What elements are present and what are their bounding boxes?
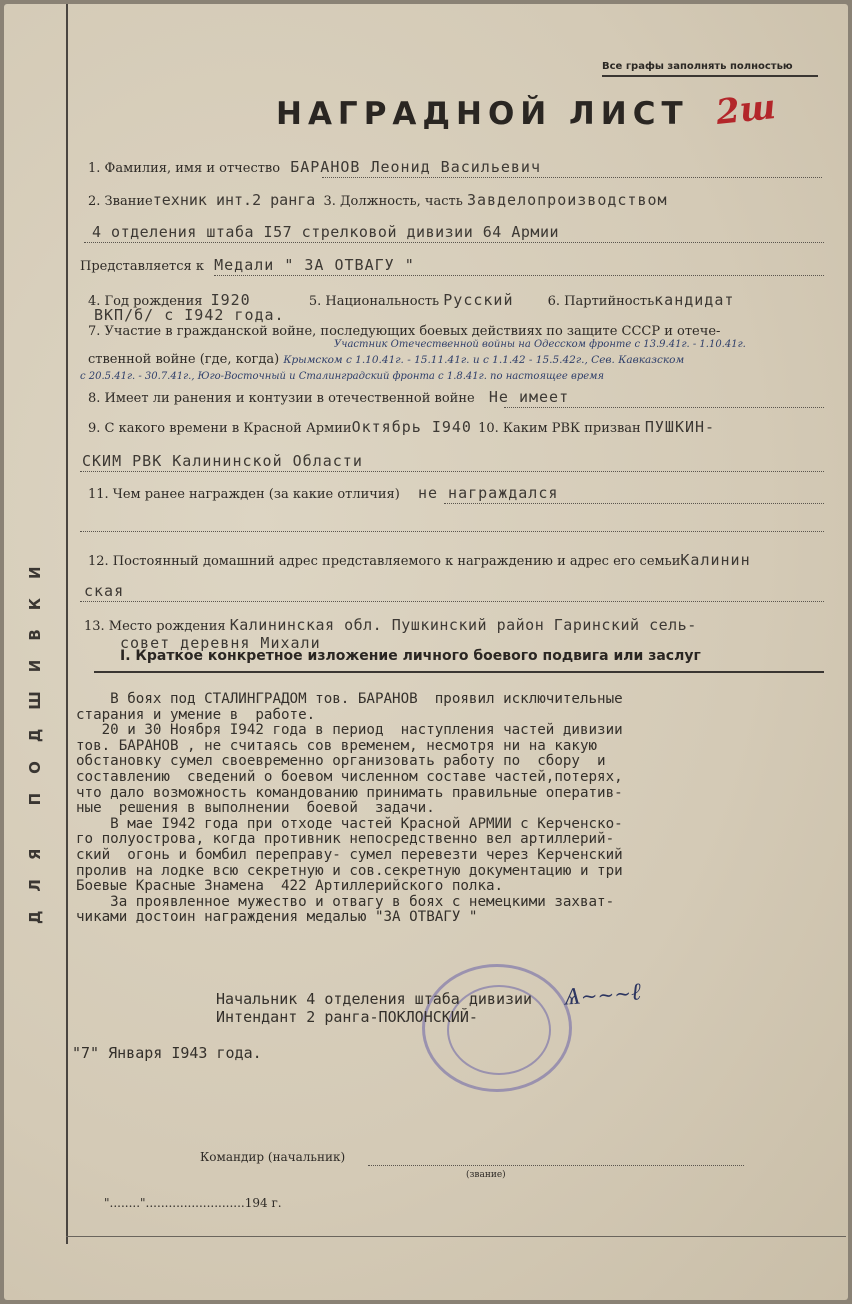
presented-label: Представляется к — [80, 259, 204, 274]
field-12-row — [88, 551, 751, 569]
position-value: Завделопроизводством — [466, 191, 668, 209]
fill-all-fields-note: Все графы заполнять полностью — [602, 61, 793, 72]
party-value: кандидат — [654, 291, 735, 309]
binding-margin-label: ДЛЯ ПОДШИВКИ — [26, 547, 44, 924]
section-heading: I. Краткое конкретное изложение личного боевого подвига или заслуг — [120, 648, 701, 664]
field-6-label: 6. Партийность — [547, 294, 655, 309]
field-10-continuation — [82, 452, 363, 470]
army-since-value: Октябрь I940 — [351, 418, 472, 436]
address-value-cont: ская — [84, 582, 125, 600]
field-8-row — [88, 388, 569, 406]
field-10-label: 10. Каким РВК призван — [478, 421, 641, 436]
binding-margin-rule — [66, 4, 68, 1244]
commander-row — [200, 1150, 345, 1165]
field-3-line — [84, 242, 824, 243]
field-1-label: 1. Фамилия, имя и отчество — [88, 161, 281, 176]
feat-description: В боях под СТАЛИНГРАДОМ тов. БАРАНОВ проявил исключительные старания и умение в работе. 20 и 30 Ноября I942 года в период наступления частей дивизии тов. БАРАНОВ , не считаясь сов временем, несмотря ни на какую обстановку сумел своевременно организовать работу по сбору и составлению сведений о боевом численном составе частей,потерях, что дало возможность командованию принимать правильные оператив- ные решения в выполнении боевой задачи. В мае I942 года при отходе частей Красной АРМИИ с Керченско- го полуострова, когда противник непосредственно вел артиллерий- ский огонь и бомбил переправу- сумел перевезти через Керченский пролив на лодке всю секретную и сов.секретную документацию и три Боевые Красные Знамена 422 Артиллерийского полка. За проявленное мужество и отвагу в боях с немецкими захват- чиками достоин награждения медалью "ЗА ОТВАГУ " — [76, 691, 623, 926]
field-5-label: 5. Национальность — [308, 294, 440, 309]
war-participation-line-3: с 20.5.41г. - 30.7.41г., Юго-Восточный и Сталинградский фронта с 1.8.41г. по настоящее время — [80, 371, 605, 382]
rank-value: техник инт.2 ранга — [152, 191, 316, 209]
field-9-label: 9. С какого времени в Красной Армии — [88, 421, 352, 436]
rank-caption-row — [466, 1166, 506, 1181]
field-2-3-row — [88, 191, 668, 209]
field-13-label: 13. Место рождения — [84, 619, 226, 634]
field-7-label: 7. Участие в гражданской войне, последующих боевых действиях по защите СССР и отече- — [88, 324, 721, 339]
birthplace-value-cont: совет деревня Михали — [120, 634, 321, 652]
field-12-label: 12. Постоянный домашний адрес представляемого к награждению и адрес его семьи — [88, 554, 681, 569]
red-handwritten-number: 2ш — [714, 86, 778, 134]
round-seal-stamp — [422, 964, 572, 1092]
previous-awards-value: не награждался — [417, 484, 559, 502]
field-7-row-2 — [88, 352, 684, 367]
field-3-label: 3. Должность, часть — [323, 194, 463, 209]
note-underline — [602, 75, 818, 77]
document-date: "7" Января I943 года. — [72, 1044, 262, 1062]
presented-line — [214, 275, 824, 276]
field-8-line — [504, 407, 824, 408]
war-participation-line-2: Крымском с 1.10.41г. - 15.11.41г. и с 1.1.42 - 15.5.42г., Сев. Кавказском — [283, 354, 685, 366]
footer-date-line: "........"..........................194 г. — [104, 1196, 282, 1210]
field-6-continuation — [94, 306, 285, 324]
party-value-cont: ВКП/б/ с I942 года. — [94, 306, 285, 324]
handwritten-signature: Ѧ~~~ℓ — [563, 977, 642, 1011]
position-value-cont: 4 отделения штаба I57 стрелковой дивизии 64 Армии — [92, 223, 560, 241]
birth-year-value: I920 — [210, 291, 251, 309]
field-4-label: 4. Год рождения — [88, 294, 203, 309]
field-8-label: 8. Имеет ли ранения и контузии в отечественной войне — [88, 391, 475, 406]
signer-name-line: Интендант 2 ранга-ПОКЛОНСКИЙ- — [216, 1008, 478, 1026]
field-11-row — [88, 484, 558, 502]
signer-title-line: Начальник 4 отделения штаба дивизии — [216, 990, 533, 1008]
field-10-line — [80, 471, 824, 472]
section-rule — [94, 671, 824, 673]
commander-label: Командир (начальник) — [200, 1150, 346, 1164]
field-2-label: 2. Звание — [88, 194, 153, 209]
field-11-line — [444, 503, 824, 504]
field-1-line — [322, 177, 822, 178]
nationality-value: Русский — [443, 291, 514, 309]
field-9-10-row — [88, 418, 715, 436]
war-participation-line-1: Участник Отечественной войны на Одесском фронте с 13.9.41г. - 1.10.41г. — [334, 339, 746, 350]
field-7-hand-1 — [334, 336, 746, 351]
award-sheet — [4, 4, 848, 1300]
field-13-row — [84, 616, 697, 634]
commander-line — [368, 1165, 744, 1166]
wounds-value: Не имеет — [488, 388, 570, 406]
field-7-hand-3 — [80, 368, 604, 383]
field-3-continuation — [92, 223, 559, 241]
award-value: Медали " ЗА ОТВАГУ " — [214, 256, 415, 274]
field-1-row — [88, 158, 541, 176]
field-12-line — [80, 601, 824, 602]
footer-date-row — [104, 1196, 282, 1211]
rank-caption: (звание) — [466, 1170, 506, 1180]
page-title: НАГРАДНОЙ ЛИСТ — [276, 96, 689, 132]
address-value: Калинин — [680, 551, 751, 569]
field-7-label-2: ственной войне (где, когда) — [88, 352, 280, 367]
field-12-continuation — [84, 582, 124, 600]
field-11-label: 11. Чем ранее награжден (за какие отличия) — [88, 487, 400, 502]
rvk-value-cont: СКИМ РВК Калининской Области — [82, 452, 363, 470]
field-11-line-2 — [80, 531, 824, 532]
full-name-value: БАРАНОВ Леонид Васильевич — [290, 158, 541, 176]
birthplace-value: Калининская обл. Пушкинский район Гаринский сель- — [229, 616, 697, 634]
presented-row — [80, 256, 415, 274]
bottom-rule — [66, 1236, 846, 1237]
rvk-value: ПУШКИН- — [644, 418, 716, 436]
